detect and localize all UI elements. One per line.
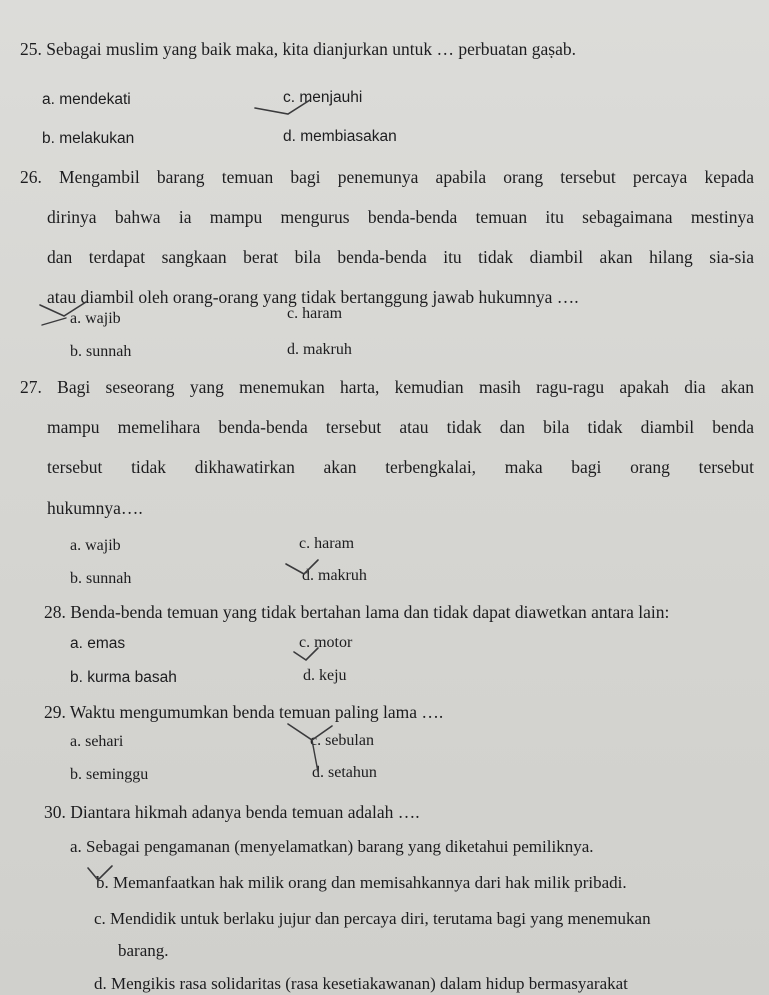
q25-option-b: b. melakukan — [42, 130, 135, 147]
q29-option-a: a. sehari — [70, 733, 124, 750]
question-26-line-2: dirinya bahwa ia mampu mengurus benda-benda temuan itu sebagaimana mestinya — [47, 207, 754, 227]
q27-option-c: c. haram — [299, 535, 355, 552]
q26-option-d: d. makruh — [287, 341, 352, 358]
question-26-line-3: dan terdapat sangkaan berat bila benda-benda itu tidak diambil akan hilang sia-sia — [47, 247, 754, 267]
q28-option-c: c. motor — [299, 634, 353, 651]
question-26-line-4: atau diambil oleh orang-orang yang tidak bertanggung jawab hukumnya …. — [47, 287, 579, 307]
q28-option-d: d. keju — [303, 667, 347, 684]
question-27-line-3: tersebut tidak dikhawatirkan akan terbengkalai, maka bagi orang tersebut — [47, 457, 754, 477]
q25-option-d: d. membiasakan — [283, 128, 397, 145]
question-30: 30. Diantara hikmah adanya benda temuan adalah …. — [44, 802, 420, 822]
q28-option-a: a. emas — [70, 635, 126, 652]
q29-option-b: b. seminggu — [70, 766, 149, 783]
q29-option-c: c. sebulan — [310, 732, 374, 749]
q25-option-a: a. mendekati — [42, 91, 131, 108]
question-28: 28. Benda-benda temuan yang tidak bertahan lama dan tidak dapat diawetkan antara lain: — [44, 602, 670, 622]
q27-option-b: b. sunnah — [70, 570, 132, 587]
question-26-line-1: 26. Mengambil barang temuan bagi penemunya apabila orang tersebut percaya kepada — [20, 167, 754, 187]
q25-option-c: c. menjauhi — [283, 89, 363, 106]
q26-option-a: a. wajib — [70, 310, 121, 327]
q27-option-d: d. makruh — [302, 567, 367, 584]
question-27-line-1: 27. Bagi seseorang yang menemukan harta, kemudian masih ragu-ragu apakah dia akan — [20, 377, 754, 397]
q29-option-d: d. setahun — [312, 764, 377, 781]
q30-option-c-line-1: c. Mendidik untuk berlaku jujur dan percaya diri, terutama bagi yang menemukan — [94, 909, 651, 928]
tick-mark-q26-a-tail — [42, 318, 66, 325]
q30-option-a: a. Sebagai pengamanan (menyelamatkan) barang yang diketahui pemiliknya. — [70, 837, 594, 856]
q26-option-c: c. haram — [287, 305, 343, 322]
question-25: 25. Sebagai muslim yang baik maka, kita dianjurkan untuk … perbuatan gaṣab. — [20, 39, 576, 59]
q28-option-b: b. kurma basah — [70, 669, 177, 686]
question-27-line-4: hukumnya…. — [47, 498, 143, 518]
q30-option-d: d. Mengikis rasa solidaritas (rasa kesetiakawanan) dalam hidup bermasyarakat — [94, 974, 628, 993]
q30-option-c-line-2: barang. — [118, 941, 169, 960]
question-29: 29. Waktu mengumumkan benda temuan paling lama …. — [44, 702, 444, 722]
q26-option-b: b. sunnah — [70, 343, 132, 360]
q30-option-b: b. Memanfaatkan hak milik orang dan memisahkannya dari hak milik pribadi. — [96, 873, 627, 892]
question-27-line-2: mampu memelihara benda-benda tersebut atau tidak dan bila tidak diambil benda — [47, 417, 754, 437]
q27-option-a: a. wajib — [70, 537, 121, 554]
